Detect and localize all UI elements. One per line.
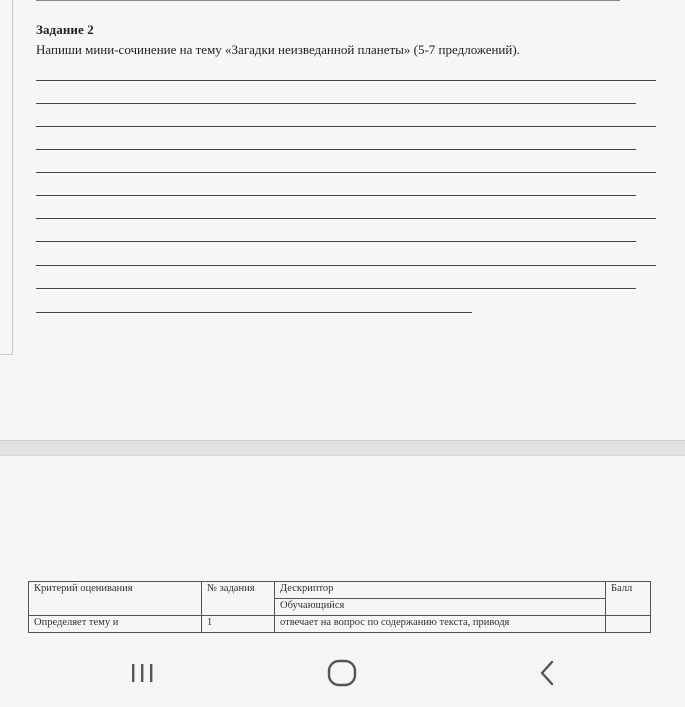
back-button[interactable] [518,649,578,697]
task-title: Задание 2 [36,22,94,37]
home-icon [325,656,359,690]
table-cell: 1 [202,616,275,633]
task-text: Напиши мини-сочинение на тему «Загадки неизведанной планеты» (5-7 предложений). [36,42,520,57]
answer-line [36,195,636,196]
navigation-bar [0,637,685,707]
table-cell [606,616,651,633]
answer-line [36,80,656,81]
recents-icon [127,660,157,686]
back-icon [536,658,560,688]
answer-line-previous [36,0,620,1]
answer-line [36,288,636,289]
page-border-corner [0,354,13,355]
answer-line [36,241,636,242]
criteria-table [28,581,651,633]
header-descriptor: Дескриптор [275,582,606,599]
home-button[interactable] [312,649,372,697]
answer-line [36,126,656,127]
recents-button[interactable] [112,649,172,697]
answer-line [36,265,656,266]
answer-line [36,149,636,150]
answer-line [36,103,636,104]
answer-line [36,312,472,313]
table-row [29,616,651,633]
answer-line [36,172,656,173]
page-border [12,0,13,354]
table-cell: Определяет тему и [29,616,202,633]
subheader-student: Обучающийся [275,599,606,616]
answer-line [36,218,656,219]
header-task-number: № задания [202,582,275,616]
header-criterion: Критерий оценивания [29,582,202,616]
table-header-row [29,582,651,599]
table-cell: отвечает на вопрос по содержанию текста, приводя [275,616,606,633]
header-score: Балл [606,582,651,616]
page-separator [0,440,685,456]
